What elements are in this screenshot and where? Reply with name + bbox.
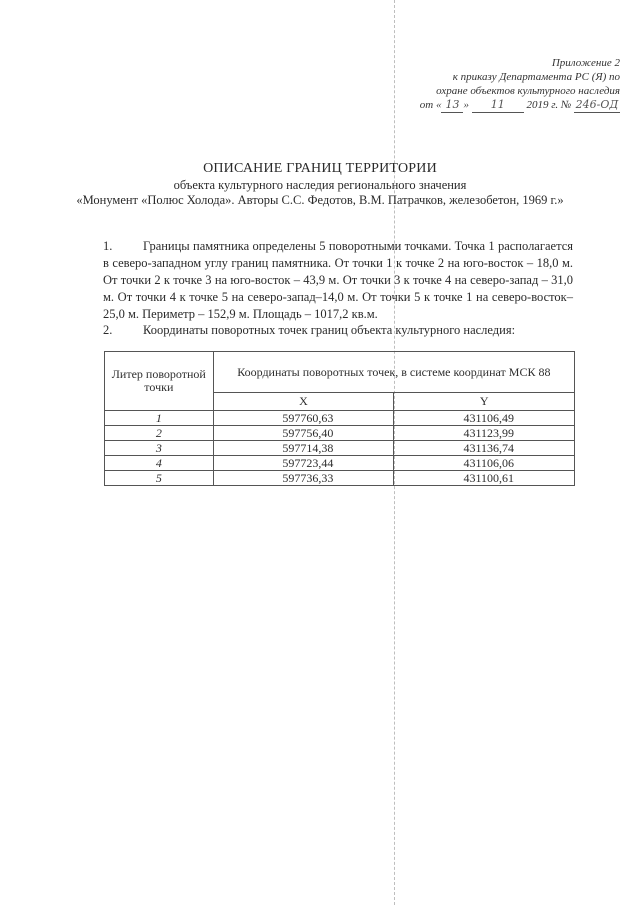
point-number-cell: 5 <box>105 471 214 486</box>
x-coordinate-cell: 597714,38 <box>213 441 394 456</box>
y-coordinate-cell: 431100,61 <box>394 471 575 486</box>
point-number-cell: 1 <box>105 411 214 426</box>
date-day: 13 <box>441 98 463 113</box>
table-row <box>105 411 575 426</box>
x-coordinate-cell: 597756,40 <box>213 426 394 441</box>
date-month: 11 <box>472 98 524 113</box>
appendix-header <box>380 56 620 113</box>
paragraph-1-text: Границы памятника определены 5 поворотными точками. Точка 1 располагается в северо-западном углу границ памятника. От точки 1 к точке 2 на юго-восток – 18,0 м. От точки 2 к точке 3 на юго-восток – 43,9 м. От точки 3 к точке 4 на северо-запад – 31,0 м. От точки 4 к точке 5 на северо-запад–14,0 м. От точки 5 к точке 1 на северо-восток–25,0 м. Периметр – 152,9 м. Площадь – 1017,2 кв.м. <box>103 239 573 321</box>
appendix-line-1: Приложение 2 <box>551 57 620 69</box>
date-mid: » <box>463 99 469 111</box>
header-y: Y <box>394 393 575 411</box>
y-coordinate-cell: 431106,49 <box>394 411 575 426</box>
point-number-cell: 2 <box>105 426 214 441</box>
x-coordinate-cell: 597760,63 <box>213 411 394 426</box>
point-number-cell: 4 <box>105 456 214 471</box>
x-coordinate-cell: 597723,44 <box>213 456 394 471</box>
paragraph-2 <box>103 322 573 339</box>
paragraph-1-number: 1. <box>103 239 113 253</box>
paragraph-1 <box>103 238 573 323</box>
subtitle-line-2: «Монумент «Полюс Холода». Авторы С.С. Федотов, В.М. Патрачков, железобетон, 1969 г.» <box>76 193 564 207</box>
document-title: ОПИСАНИЕ ГРАНИЦ ТЕРРИТОРИИ <box>203 161 437 176</box>
point-number-cell: 3 <box>105 441 214 456</box>
coordinates-rows <box>105 411 575 486</box>
table-row <box>105 426 575 441</box>
header-x: X <box>213 393 394 411</box>
y-coordinate-cell: 431106,06 <box>394 456 575 471</box>
paragraph-2-text: Координаты поворотных точек границ объекта культурного наследия: <box>143 323 516 337</box>
date-prefix: от « <box>419 99 442 111</box>
y-coordinate-cell: 431136,74 <box>394 441 575 456</box>
appendix-line-3: охране объектов культурного наследия <box>436 85 620 97</box>
appendix-line-2: к приказу Департамента РС (Я) по <box>452 71 620 83</box>
y-coordinate-cell: 431123,99 <box>394 426 575 441</box>
table-row <box>105 441 575 456</box>
table-row <box>105 471 575 486</box>
header-litera: Литер поворотной точки <box>105 352 214 411</box>
order-number: 246-ОД <box>575 98 619 111</box>
header-coordinates: Координаты поворотных точек, в системе координат МСК 88 <box>213 352 574 393</box>
x-coordinate-cell: 597736,33 <box>213 471 394 486</box>
appendix-date-line <box>380 98 620 113</box>
date-year: 2019 г. № <box>526 99 572 111</box>
document-subtitle <box>60 178 580 208</box>
table-row <box>105 456 575 471</box>
coordinates-table <box>104 351 575 486</box>
paragraph-2-number: 2. <box>103 323 113 337</box>
subtitle-line-1: объекта культурного наследия регионального значения <box>173 178 467 192</box>
